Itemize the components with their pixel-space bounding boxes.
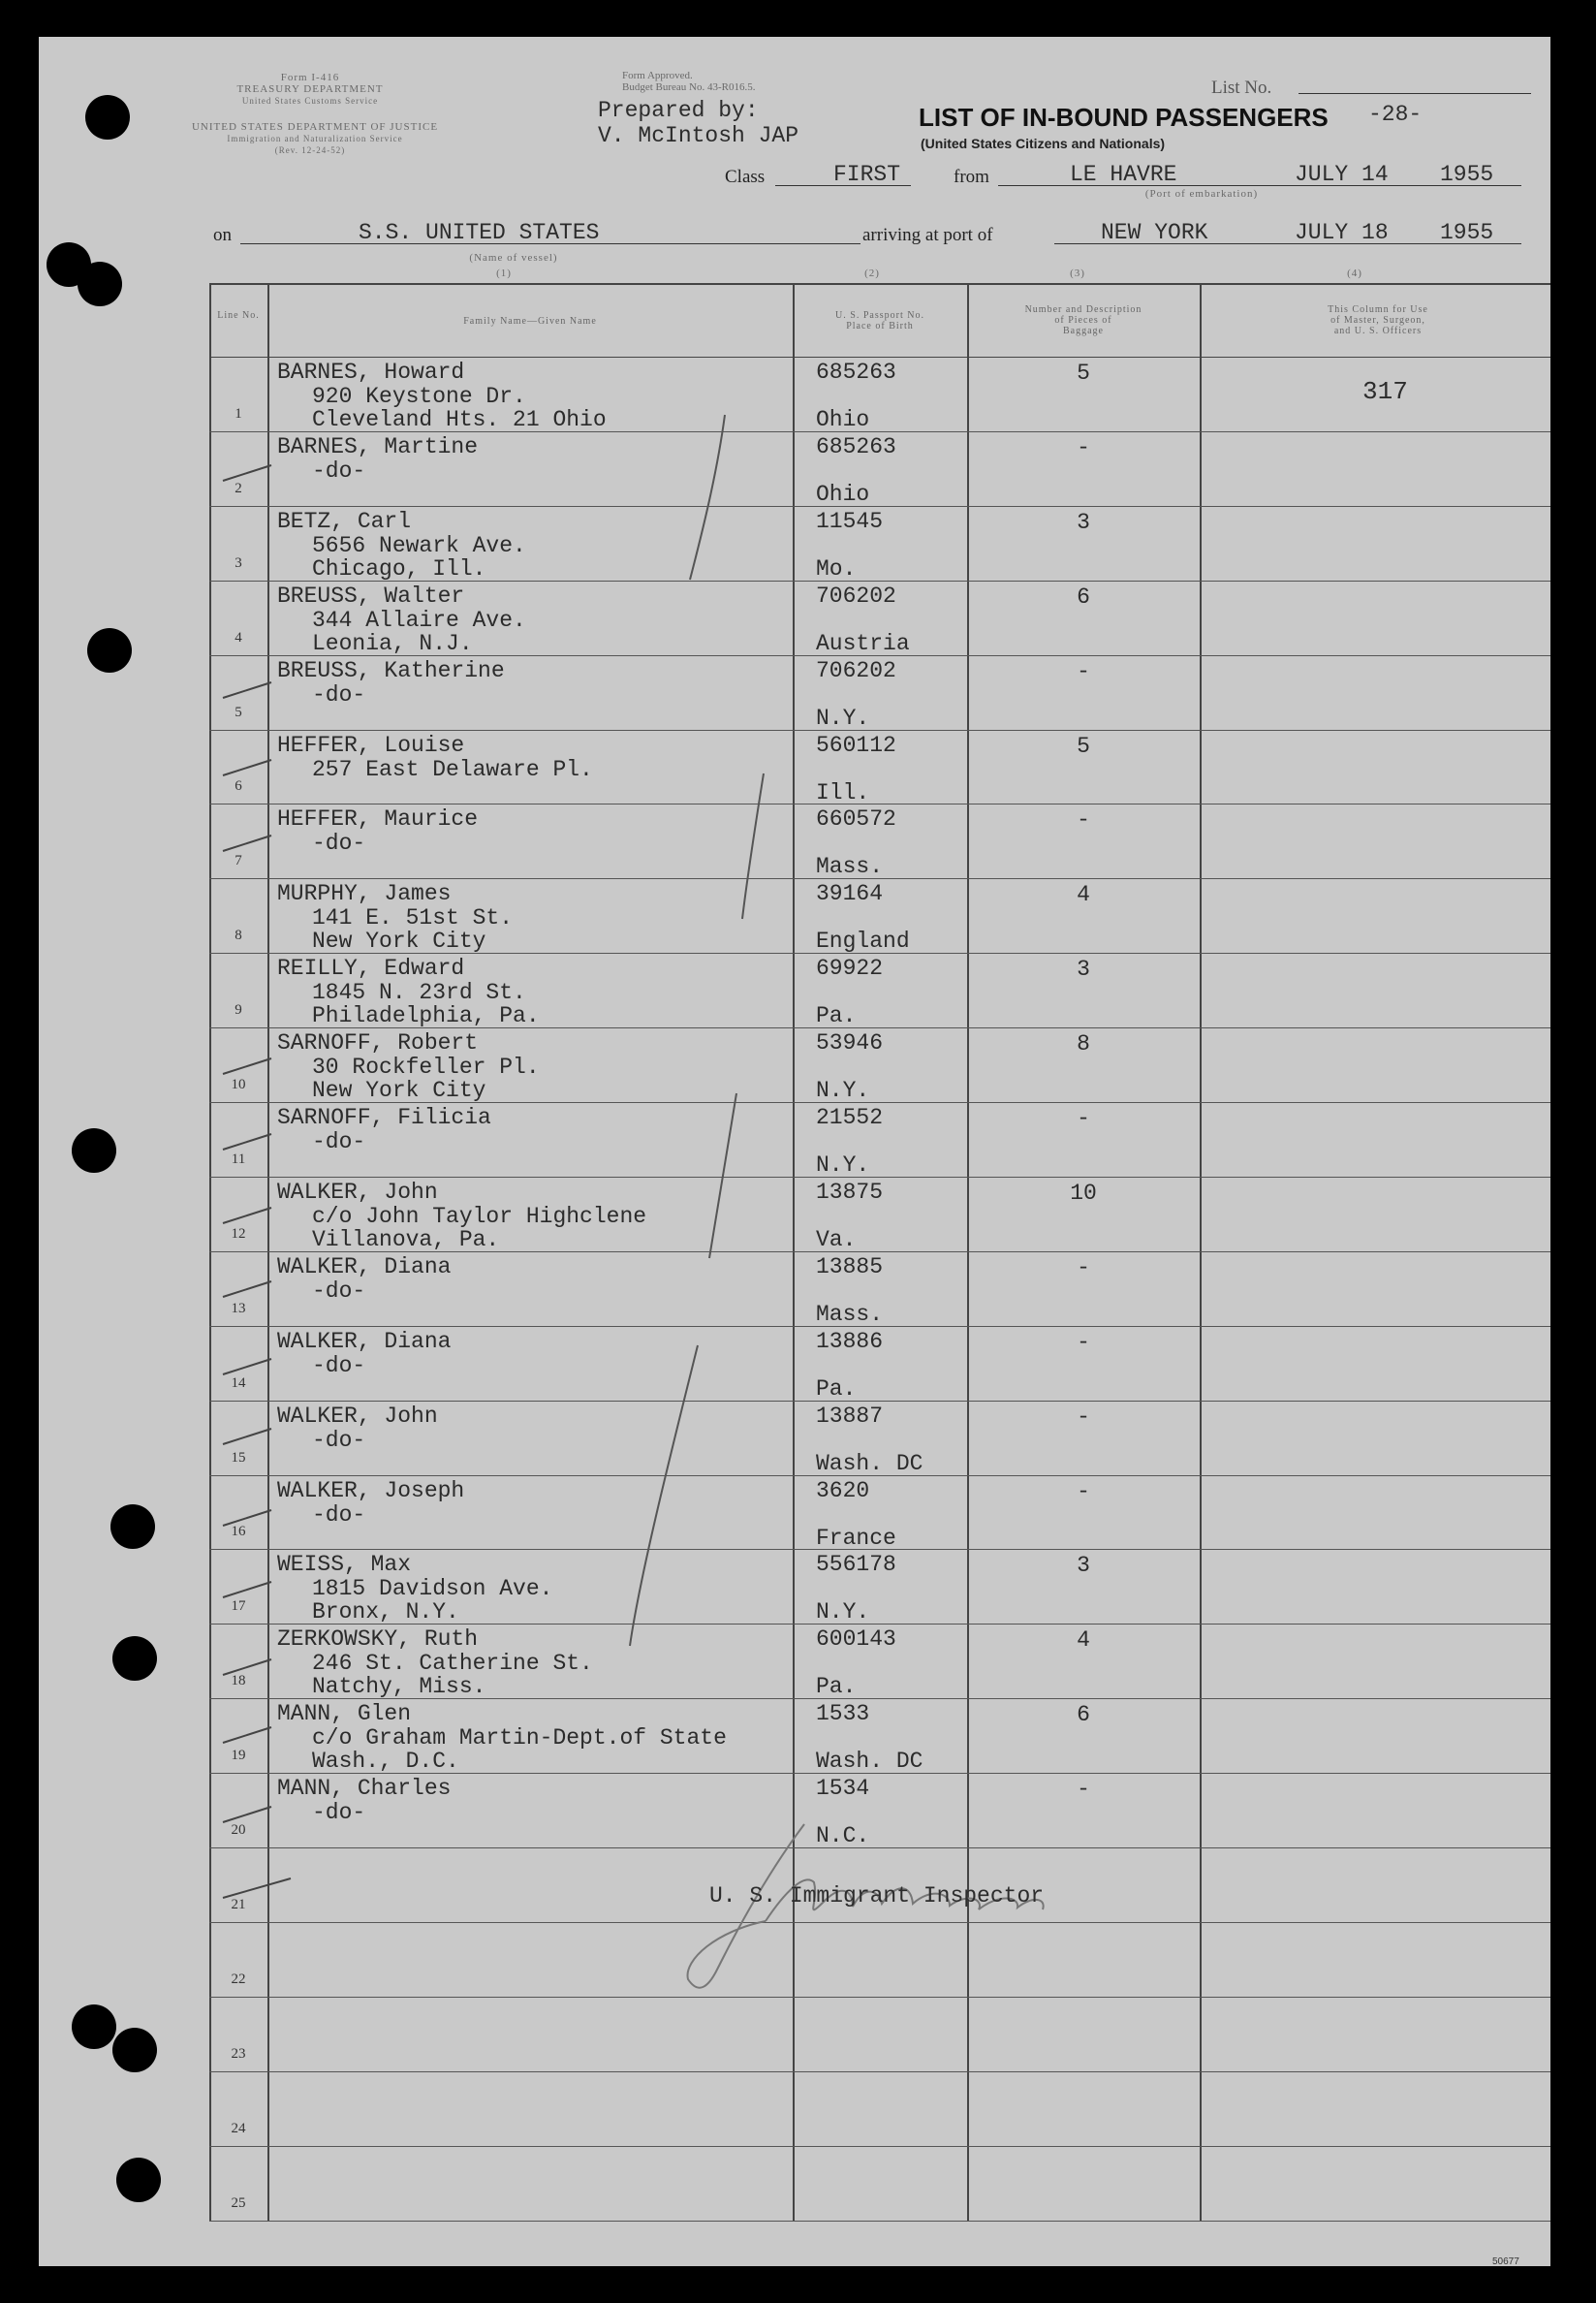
table-top-border	[209, 283, 1550, 285]
line-number: 24	[231, 2120, 246, 2136]
from-value: LE HAVRE	[1070, 162, 1177, 187]
passenger-name: BETZ, Carl	[277, 508, 412, 534]
punch-hole	[85, 95, 130, 140]
place-of-birth: Ohio	[816, 407, 870, 432]
baggage-count: 6	[1077, 584, 1090, 610]
passport-number: 3620	[816, 1477, 870, 1503]
passport-number: 560112	[816, 732, 896, 758]
passenger-address-2: New York City	[312, 1078, 486, 1104]
place-of-birth: France	[816, 1525, 896, 1551]
line-number: 25	[231, 2194, 246, 2211]
passport-number: 69922	[816, 956, 884, 982]
passenger-name: WALKER, Diana	[277, 1328, 452, 1354]
dept-line-2: United States Customs Service	[241, 96, 379, 106]
place-of-birth: Pa.	[816, 1674, 857, 1700]
passenger-name: BREUSS, Walter	[277, 583, 465, 609]
vessel-label: (Name of vessel)	[469, 252, 558, 264]
place-of-birth: N.C.	[816, 1823, 870, 1849]
col-head-name: Family Name—Given Name	[463, 316, 597, 327]
passenger-name: WALKER, Diana	[277, 1253, 452, 1279]
baggage-count: -	[1077, 1106, 1090, 1131]
arrival-port: NEW YORK	[1101, 220, 1208, 245]
line-number: 15	[231, 1449, 246, 1466]
passenger-address-1: 1845 N. 23rd St.	[312, 980, 526, 1006]
line-number: 12	[231, 1225, 246, 1242]
passport-number: 13886	[816, 1328, 884, 1354]
line-number: 14	[231, 1374, 246, 1391]
line-number: 13	[231, 1300, 246, 1316]
place-of-birth: Mass.	[816, 854, 884, 880]
place-of-birth: England	[816, 929, 910, 955]
passenger-address-2: Philadelphia, Pa.	[312, 1003, 540, 1029]
baggage-count: -	[1077, 658, 1090, 684]
passenger-address-1: -do-	[312, 1129, 366, 1154]
departure-year: 1955	[1440, 162, 1494, 187]
class-label: Class	[725, 167, 766, 187]
baggage-count: 3	[1077, 957, 1090, 983]
line-number: 21	[231, 1896, 246, 1912]
baggage-count: 4	[1077, 1627, 1090, 1654]
col-number-2: (2)	[864, 268, 880, 279]
baggage-count: -	[1077, 434, 1090, 460]
punch-hole	[78, 262, 122, 306]
passenger-address-1: 141 E. 51st St.	[312, 905, 514, 931]
passenger-address-1: -do-	[312, 1352, 366, 1378]
line-number: 20	[231, 1822, 246, 1838]
passenger-address-1: -do-	[312, 1501, 366, 1528]
list-no: -28-	[1368, 102, 1423, 127]
passenger-address-2: Bronx, N.Y.	[312, 1599, 459, 1625]
passenger-address-1: -do-	[312, 681, 366, 708]
form-approved-1: Form Approved.	[622, 70, 693, 81]
on-label: on	[213, 225, 232, 245]
dept-line-5: (Rev. 12-24-52)	[274, 145, 346, 155]
line-number: 18	[231, 1673, 246, 1689]
check-marks	[213, 357, 795, 1908]
baggage-count: 3	[1077, 509, 1090, 535]
line-number: 1	[235, 405, 242, 422]
baggage-count: -	[1077, 1777, 1090, 1803]
place-of-birth: N.Y.	[816, 1152, 870, 1178]
col-head-officers-3: and U. S. Officers	[1333, 326, 1423, 336]
line-number: 8	[235, 928, 242, 944]
punch-hole	[72, 1128, 116, 1173]
line-number: 22	[231, 1971, 246, 1987]
passenger-address-1: 920 Keystone Dr.	[312, 384, 526, 409]
baggage-count: 4	[1077, 882, 1090, 908]
passenger-address-1: 246 St. Catherine St.	[312, 1651, 593, 1677]
passenger-address-1: c/o John Taylor Highclene	[312, 1203, 647, 1229]
place-of-birth: Ohio	[816, 481, 870, 507]
passenger-address-2: Wash., D.C.	[312, 1749, 459, 1775]
passport-number: 685263	[816, 433, 896, 459]
passenger-address-1: -do-	[312, 831, 366, 857]
row-divider	[209, 2221, 1550, 2222]
place-of-birth: Pa.	[816, 1003, 857, 1029]
place-of-birth: Pa.	[816, 1375, 857, 1402]
vessel-name: S.S. UNITED STATES	[359, 220, 600, 245]
place-of-birth: Wash. DC	[816, 1749, 923, 1775]
col-head-officers-2: of Master, Surgeon,	[1330, 315, 1425, 326]
line-number: 4	[235, 629, 242, 646]
col-head-baggage-1: Number and Description	[1024, 304, 1142, 315]
place-of-birth: N.Y.	[816, 1078, 870, 1104]
line-number: 2	[235, 480, 242, 496]
baggage-count: -	[1077, 1329, 1090, 1355]
line-number: 7	[235, 853, 242, 869]
passenger-name: MANN, Charles	[277, 1776, 452, 1802]
punch-hole	[116, 2158, 161, 2202]
form-approved-2: Budget Bureau No. 43-R016.5.	[622, 81, 756, 93]
dept-line-1: TREASURY DEPARTMENT	[236, 83, 384, 95]
place-of-birth: N.Y.	[816, 705, 870, 731]
place-of-birth: Austria	[816, 630, 910, 656]
passenger-name: WEISS, Max	[277, 1552, 412, 1578]
passenger-name: BARNES, Martine	[277, 433, 479, 459]
baggage-count: 8	[1077, 1031, 1090, 1057]
col-head-passport-1: U. S. Passport No.	[835, 310, 924, 321]
passport-number: 685263	[816, 360, 896, 385]
passport-number: 53946	[816, 1030, 884, 1057]
passenger-address-1: 344 Allaire Ave.	[312, 607, 526, 633]
passport-number: 1534	[816, 1776, 870, 1802]
passenger-address-1: 5656 Newark Ave.	[312, 532, 526, 558]
passenger-address-1: -do-	[312, 1278, 366, 1304]
line-number: 19	[231, 1748, 246, 1764]
passport-number: 556178	[816, 1552, 896, 1578]
passenger-name: HEFFER, Louise	[277, 732, 465, 758]
baggage-count: -	[1077, 807, 1090, 834]
passport-number: 706202	[816, 583, 896, 609]
line-number: 9	[235, 1002, 242, 1019]
passport-number: 11545	[816, 508, 884, 534]
passenger-name: WALKER, Joseph	[277, 1477, 465, 1503]
col-head-baggage-3: Baggage	[1063, 326, 1104, 336]
col-number-1: (1)	[496, 268, 512, 279]
inspector-label: U. S. Immigrant Inspector	[709, 1883, 1045, 1909]
line-number: 11	[231, 1151, 246, 1167]
line-number: 23	[231, 2045, 246, 2062]
row-divider	[209, 2146, 1550, 2147]
place-of-birth: Wash. DC	[816, 1450, 923, 1476]
passenger-address-2: Natchy, Miss.	[312, 1674, 486, 1700]
baggage-count: 3	[1077, 1553, 1090, 1579]
punch-hole	[112, 1636, 157, 1681]
passport-number: 1533	[816, 1701, 870, 1727]
passport-number: 600143	[816, 1626, 896, 1653]
passenger-address-2: Leonia, N.J.	[312, 630, 473, 656]
baggage-count: 6	[1077, 1702, 1090, 1728]
passenger-address-1: 1815 Davidson Ave.	[312, 1576, 553, 1602]
passenger-name: BREUSS, Katherine	[277, 657, 505, 683]
col-divider-4	[1200, 283, 1202, 2222]
form-title: LIST OF IN-BOUND PASSENGERS	[919, 103, 1329, 132]
passenger-address-2: Villanova, Pa.	[312, 1226, 500, 1252]
line-number: 3	[235, 554, 242, 571]
class-value: FIRST	[833, 162, 901, 187]
prepared-by-name: V. McIntosh JAP	[598, 123, 799, 148]
passenger-name: ZERKOWSKY, Ruth	[277, 1626, 479, 1653]
baggage-count: 5	[1077, 733, 1090, 759]
row-divider	[209, 2071, 1550, 2072]
form-page	[39, 37, 1550, 2266]
passport-number: 660572	[816, 806, 896, 833]
col-head-baggage-2: of Pieces of	[1054, 315, 1112, 326]
footer-code: 50677	[1492, 2256, 1519, 2266]
form-number: Form I-416	[280, 72, 340, 83]
baggage-count: 5	[1077, 361, 1090, 386]
passenger-name: HEFFER, Maurice	[277, 806, 479, 833]
form-subtitle: (United States Citizens and Nationals)	[921, 136, 1166, 151]
passenger-name: WALKER, John	[277, 1179, 438, 1205]
place-of-birth: N.Y.	[816, 1599, 870, 1625]
line-number: 5	[235, 704, 242, 720]
list-no-label: List No.	[1211, 78, 1272, 98]
passenger-name: BARNES, Howard	[277, 360, 465, 385]
arrival-date: JULY 18	[1295, 220, 1389, 245]
prepared-by-label: Prepared by:	[598, 98, 759, 123]
passport-number: 706202	[816, 657, 896, 683]
dept-line-3: UNITED STATES DEPARTMENT OF JUSTICE	[191, 121, 439, 133]
passport-number: 13887	[816, 1403, 884, 1429]
departure-date: JULY 14	[1295, 162, 1389, 187]
place-of-birth: Mo.	[816, 555, 857, 582]
baggage-count: -	[1077, 1478, 1090, 1504]
baggage-count: -	[1077, 1404, 1090, 1430]
passenger-address-2: Chicago, Ill.	[312, 555, 486, 582]
passenger-name: WALKER, John	[277, 1403, 438, 1429]
line-number: 6	[235, 778, 242, 795]
passenger-address-2: New York City	[312, 929, 486, 955]
passenger-address-1: -do-	[312, 457, 366, 484]
col-head-passport-2: Place of Birth	[846, 321, 914, 331]
passport-number: 21552	[816, 1105, 884, 1130]
passenger-address-1: -do-	[312, 1427, 366, 1453]
port-embarkation-label: (Port of embarkation)	[1144, 188, 1259, 200]
punch-hole	[110, 1504, 155, 1549]
line-number: 16	[231, 1524, 246, 1540]
passport-number: 13885	[816, 1253, 884, 1279]
passenger-address-1: 30 Rockfeller Pl.	[312, 1055, 540, 1081]
passport-number: 39164	[816, 881, 884, 907]
passenger-address-1: c/o Graham Martin-Dept.of State	[312, 1725, 727, 1751]
line-number: 17	[231, 1598, 246, 1615]
passenger-address-1: -do-	[312, 1800, 366, 1826]
punch-hole	[72, 2004, 116, 2049]
passport-number: 13875	[816, 1179, 884, 1205]
col-head-line-no: Line No.	[217, 310, 260, 321]
punch-hole	[87, 628, 132, 673]
place-of-birth: Ill.	[816, 779, 870, 805]
arriving-label: arriving at port of	[862, 225, 993, 245]
passenger-name: SARNOFF, Filicia	[277, 1105, 491, 1130]
dept-line-4: Immigration and Naturalization Service	[227, 134, 403, 143]
passenger-name: MANN, Glen	[277, 1701, 412, 1727]
col-head-officers-1: This Column for Use	[1328, 304, 1428, 315]
line-number: 10	[231, 1077, 246, 1092]
col-number-3: (3)	[1070, 268, 1085, 279]
officer-note: 317	[1362, 377, 1408, 406]
passenger-name: REILLY, Edward	[277, 956, 465, 982]
baggage-count: 10	[1070, 1180, 1097, 1206]
from-label: from	[954, 167, 989, 187]
passenger-address-1: 257 East Delaware Pl.	[312, 756, 593, 782]
table-left-border	[209, 283, 211, 2222]
passenger-address-2: Cleveland Hts. 21 Ohio	[312, 407, 607, 432]
arrival-year: 1955	[1440, 220, 1494, 245]
passenger-name: MURPHY, James	[277, 881, 452, 907]
col-number-4: (4)	[1347, 268, 1362, 279]
passenger-name: SARNOFF, Robert	[277, 1030, 479, 1057]
place-of-birth: Mass.	[816, 1301, 884, 1327]
baggage-count: -	[1077, 1254, 1090, 1280]
place-of-birth: Va.	[816, 1226, 857, 1252]
punch-hole	[112, 2028, 157, 2072]
